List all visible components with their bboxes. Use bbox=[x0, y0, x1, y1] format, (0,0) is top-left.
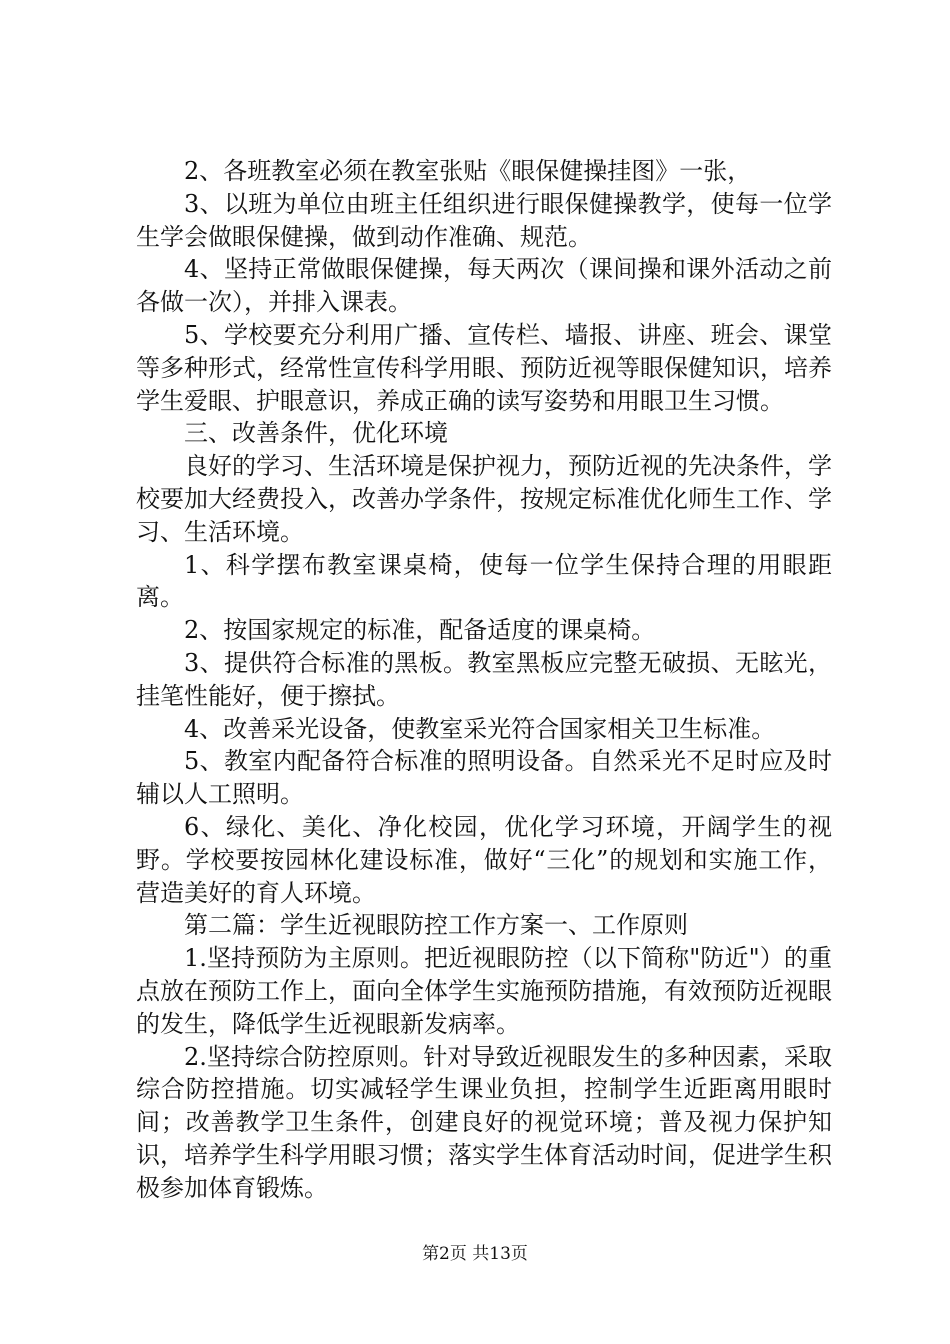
paragraph: 1、科学摆布教室课桌椅，使每一位学生保持合理的用眼距离。 bbox=[136, 550, 832, 612]
paragraph: 良好的学习、生活环境是保护视力，预防近视的先决条件，学校要加大经费投入，改善办学条件，按规定标准优化师生工作、学习、生活环境。 bbox=[136, 452, 832, 546]
paragraph: 6、绿化、美化、净化校园，优化学习环境，开阔学生的视野。学校要按园林化建设标准，做好“三化”的规划和实施工作，营造美好的育人环境。 bbox=[136, 812, 832, 907]
paragraph: 2.坚持综合防控原则。针对导致近视眼发生的多种因素，采取综合防控措施。切实减轻学生课业负担，控制学生近距离用眼时间；改善教学卫生条件，创建良好的视觉环境；普及视力保护知识，培养学生科学用眼习惯；落实学生体育活动时间，促进学生积极参加体育锻炼。 bbox=[136, 1042, 832, 1202]
paragraph: 2、各班教室必须在教室张贴《眼保健操挂图》一张， bbox=[184, 157, 752, 185]
paragraph: 3、提供符合标准的黑板。教室黑板应完整无破损、无眩光，挂笔性能好，便于擦拭。 bbox=[136, 648, 832, 710]
section-heading: 第二篇：学生近视眼防控工作方案一、工作原则 bbox=[184, 911, 688, 940]
section-heading: 三、改善条件，优化环境 bbox=[184, 419, 448, 448]
paragraph: 1.坚持预防为主原则。把近视眼防控（以下简称"防近"）的重点放在预防工作上，面向全体学生实施预防措施，有效预防近视眼的发生，降低学生近视眼新发病率。 bbox=[136, 944, 832, 1038]
paragraph: 5、教室内配备符合标准的照明设备。自然采光不足时应及时辅以人工照明。 bbox=[136, 747, 832, 809]
paragraph: 2、按国家规定的标准，配备适度的课桌椅。 bbox=[184, 616, 656, 645]
paragraph: 3、以班为单位由班主任组织进行眼保健操教学，使每一位学生学会做眼保健操，做到动作准确、规范。 bbox=[136, 189, 832, 251]
paragraph: 5、学校要充分利用广播、宣传栏、墙报、讲座、班会、课堂等多种形式，经常性宣传科学用眼、预防近视等眼保健知识，培养学生爱眼、护眼意识，养成正确的读写姿势和用眼卫生习惯。 bbox=[136, 320, 832, 415]
paragraph: 4、改善采光设备，使教室采光符合国家相关卫生标准。 bbox=[184, 714, 776, 743]
document-body bbox=[136, 155, 832, 1205]
paragraph: 4、坚持正常做眼保健操，每天两次（课间操和课外活动之前各做一次），并排入课表。 bbox=[136, 255, 832, 317]
page-number-footer: 第2页 共13页 bbox=[422, 1244, 528, 1264]
